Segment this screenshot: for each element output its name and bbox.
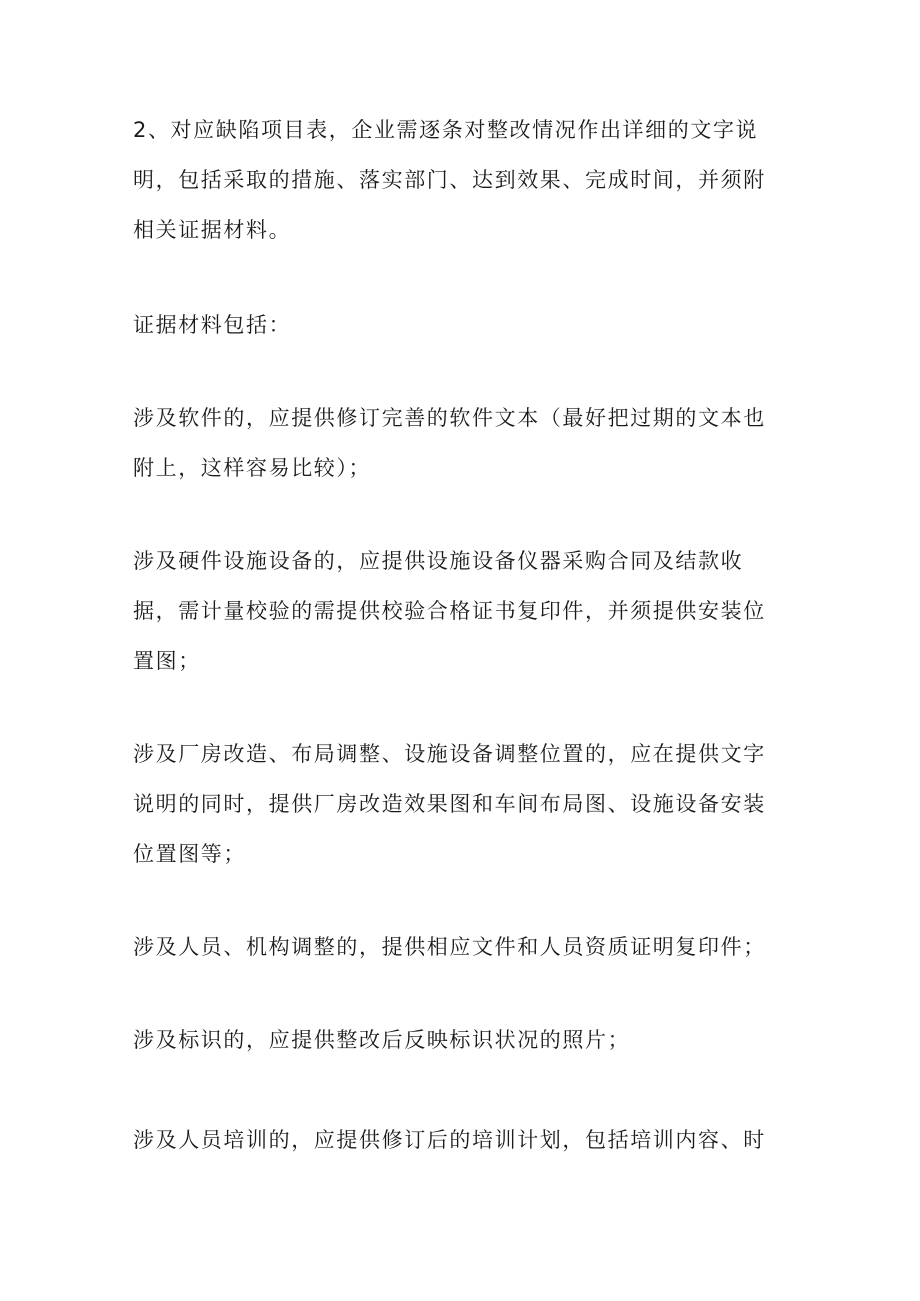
text-line: 涉及硬件设施设备的，应提供设施设备仪器采购合同及结款收 xyxy=(133,549,744,573)
paragraph-hardware xyxy=(133,536,793,686)
text-line: 相关证据材料。 xyxy=(133,218,292,242)
text-line: 2、对应缺陷项目表，企业需逐条对整改情况作出详细的文字说 xyxy=(133,118,759,142)
paragraph-plant-renovation xyxy=(133,729,793,879)
paragraph-software xyxy=(133,393,793,493)
paragraph-personnel xyxy=(133,922,793,972)
paragraph-labels xyxy=(133,1015,793,1065)
text-line: 说明的同时，提供厂房改造效果图和车间布局图、设施设备安装 xyxy=(133,792,766,816)
text-line: 涉及标识的，应提供整改后反映标识状况的照片； xyxy=(133,1028,631,1052)
paragraph-training xyxy=(133,1115,793,1165)
text-line: 证据材料包括： xyxy=(133,313,292,337)
paragraph-rectification-description xyxy=(133,105,793,255)
text-line: 位置图等； xyxy=(133,842,246,866)
text-line: 涉及厂房改造、布局调整、设施设备调整位置的，应在提供文字 xyxy=(133,742,766,766)
text-line: 明，包括采取的措施、落实部门、达到效果、完成时间，并须附 xyxy=(133,168,766,192)
text-line: 据，需计量校验的需提供校验合格证书复印件，并须提供安装位 xyxy=(133,599,766,623)
text-line: 附上，这样容易比较）； xyxy=(133,456,372,480)
paragraph-evidence-heading xyxy=(133,300,793,350)
text-line: 涉及人员培训的，应提供修订后的培训计划，包括培训内容、时 xyxy=(133,1128,766,1152)
text-line: 涉及软件的，应提供修订完善的软件文本（最好把过期的文本也 xyxy=(133,406,766,430)
text-line: 涉及人员、机构调整的，提供相应文件和人员资质证明复印件； xyxy=(133,935,766,959)
text-line: 置图； xyxy=(133,649,201,673)
